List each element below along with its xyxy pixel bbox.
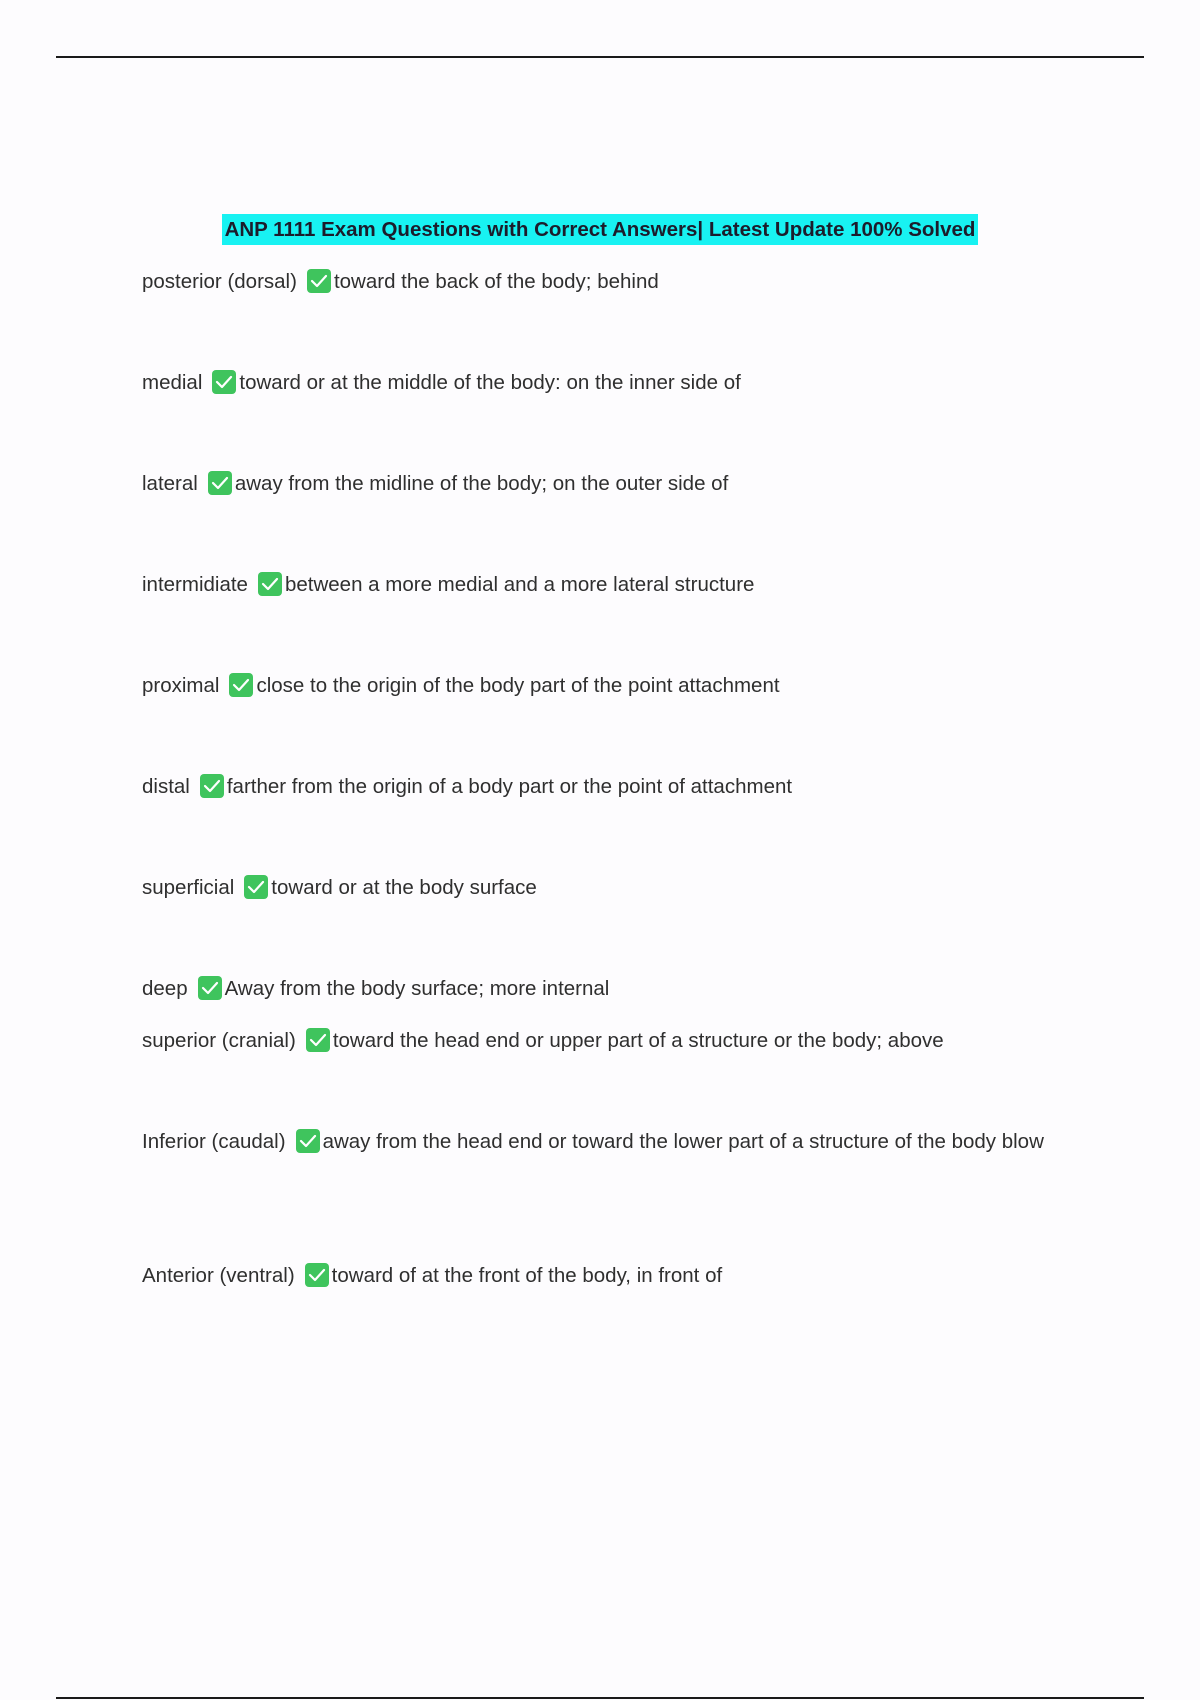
entry-term: posterior (dorsal) xyxy=(142,270,297,293)
entry-term: proximal xyxy=(142,674,220,697)
entry-definition: farther from the origin of a body part or the point of attachment xyxy=(226,775,793,798)
document-title: ANP 1111 Exam Questions with Correct Answers| Latest Update 100% Solved xyxy=(222,214,979,245)
check-mark-icon xyxy=(296,1129,320,1153)
list-item xyxy=(142,265,1082,299)
list-item xyxy=(142,871,1082,905)
entry-term: Anterior (ventral) xyxy=(142,1264,295,1287)
list-item xyxy=(142,669,1082,703)
entry-definition: close to the origin of the body part of the point attachment xyxy=(256,674,780,697)
list-item xyxy=(142,770,1082,804)
list-item xyxy=(142,1259,1082,1293)
list-item xyxy=(142,568,1082,602)
entry-term: medial xyxy=(142,371,203,394)
entry-term: intermidiate xyxy=(142,573,248,596)
check-mark-icon xyxy=(306,1028,330,1052)
entry-definition: toward the back of the body; behind xyxy=(333,270,659,293)
entry-definition: Away from the body surface; more internal xyxy=(224,977,610,1000)
entry-definition: away from the head end or toward the lower part of a structure of the body blow xyxy=(322,1130,1044,1153)
entry-term: deep xyxy=(142,977,188,1000)
entry-term: superficial xyxy=(142,876,235,899)
title-container xyxy=(0,214,1200,245)
entry-definition: toward or at the body surface xyxy=(271,876,537,899)
entry-term: superior (cranial) xyxy=(142,1029,296,1052)
check-mark-icon xyxy=(305,1263,329,1287)
check-mark-icon xyxy=(258,572,282,596)
list-item xyxy=(142,972,1082,1006)
list-item xyxy=(142,467,1082,501)
entry-definition: away from the midline of the body; on the outer side of xyxy=(234,472,729,495)
bottom-rule xyxy=(56,1697,1144,1699)
entry-term: Inferior (caudal) xyxy=(142,1130,286,1153)
check-mark-icon xyxy=(244,875,268,899)
list-item xyxy=(142,1125,1072,1159)
entry-definition: between a more medial and a more lateral structure xyxy=(284,573,755,596)
check-mark-icon xyxy=(208,471,232,495)
check-mark-icon xyxy=(198,976,222,1000)
entry-term: lateral xyxy=(142,472,198,495)
entry-definition: toward the head end or upper part of a structure or the body; above xyxy=(332,1029,944,1052)
check-mark-icon xyxy=(212,370,236,394)
list-item xyxy=(142,1024,1082,1058)
entry-term: distal xyxy=(142,775,190,798)
check-mark-icon xyxy=(229,673,253,697)
entry-definition: toward or at the middle of the body: on the inner side of xyxy=(239,371,741,394)
entry-definition: toward of at the front of the body, in front of xyxy=(331,1264,723,1287)
check-mark-icon xyxy=(200,774,224,798)
check-mark-icon xyxy=(307,269,331,293)
top-rule xyxy=(56,56,1144,58)
list-item xyxy=(142,366,1082,400)
